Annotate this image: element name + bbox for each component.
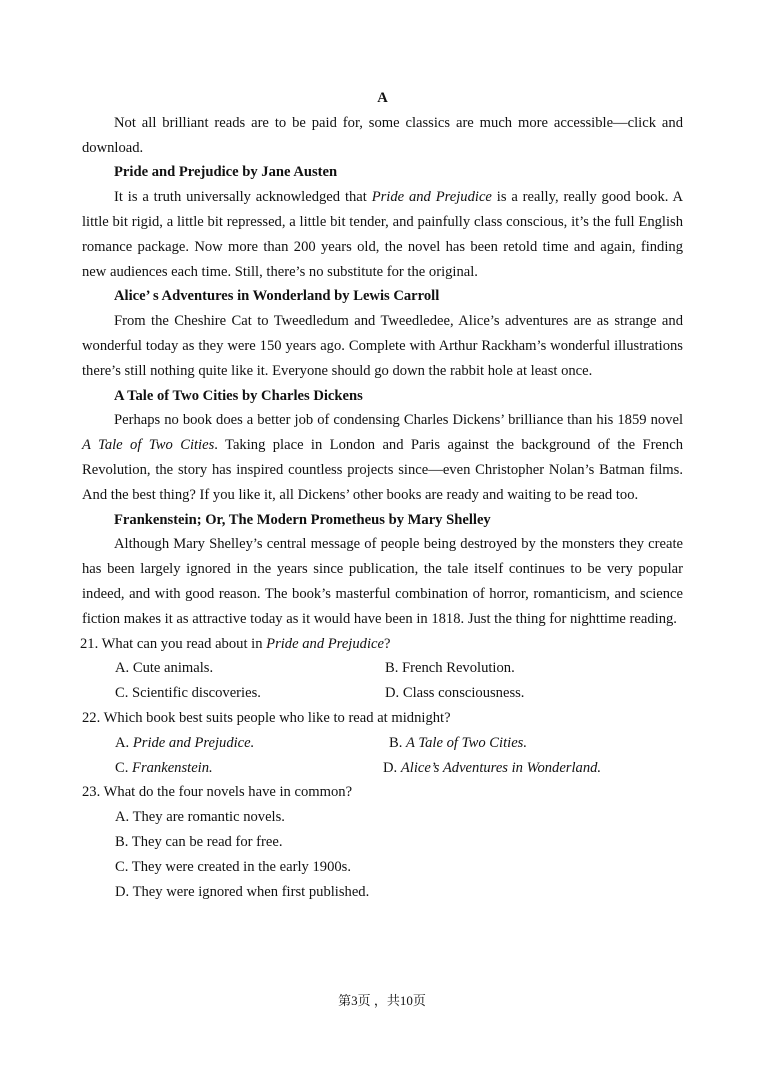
book-description	[82, 309, 683, 383]
text: ?	[383, 635, 391, 652]
option-b: B. A Tale of Two Cities.	[389, 734, 527, 751]
book-name: Pride and Prejudice	[266, 635, 384, 652]
document-page	[82, 86, 683, 904]
question-stem	[80, 632, 683, 657]
section-heading: A	[377, 90, 388, 106]
option-d: D. They were ignored when first published.	[115, 883, 370, 900]
book-title: A Tale of Two Cities by Charles Dickens	[114, 387, 363, 404]
book-description	[82, 532, 683, 631]
text: Perhaps no book does a better job of condensing Charles Dickens’ brilliance than his 1859 novel	[114, 412, 683, 429]
text: It is a truth universally acknowledged that	[114, 189, 372, 206]
text: From the Cheshire Cat to Tweedledum and Tweedledee, Alice’s adventures are as strange and wonderful today as they were 150 years ago. Complete with Arthur Rackham’s wonderful illustrations there’s still nothing quite like it. Everyone should go down the rabbit hole at least once.	[82, 313, 683, 379]
book-title: Alice’ s Adventures in Wonderland by Lewis Carroll	[114, 288, 440, 305]
question-21	[82, 632, 683, 706]
option-c: C. Frankenstein.	[115, 759, 213, 776]
option-c: C. They were created in the early 1900s.	[115, 858, 351, 875]
book-description	[82, 185, 683, 284]
option-d: D. Alice’s Adventures in Wonderland.	[383, 759, 602, 776]
text: . Taking place in London and Paris against the background of the French Revolution, the story has inspired countless projects since—even Christopher Nolan’s Batman films. And the best thing? If you like it, all Dickens’ other books are ready and waiting to be read too.	[82, 437, 683, 503]
option-d: D. Class consciousness.	[385, 685, 525, 702]
text: is a really, really good book. A little bit rigid, a little bit repressed, a little bit tender, and painfully class conscious, it’s the full English romance package. Now more than 200 years old, the novel has been retold time and again, finding new audiences each time. Still, there’s no substitute for the original.	[82, 189, 683, 280]
option-a: A. Cute animals.	[115, 660, 214, 677]
book-name: Pride and Prejudice	[371, 189, 492, 206]
text: 21. What can you read about in	[80, 635, 267, 652]
option-c: C. Scientific discoveries.	[115, 685, 261, 702]
book-title: Frankenstein; Or, The Modern Prometheus by Mary Shelley	[114, 511, 491, 528]
page-number-footer: 第3页 ，共10页	[338, 993, 426, 1008]
book-title: Pride and Prejudice by Jane Austen	[114, 164, 338, 181]
book-name: A Tale of Two Cities	[82, 437, 215, 454]
question-stem: 23. What do the four novels have in common?	[82, 784, 353, 801]
option-b: B. French Revolution.	[385, 660, 515, 677]
book-description	[82, 408, 683, 507]
intro-paragraph: Not all brilliant reads are to be paid for, some classics are much more accessible—click and download.	[82, 114, 683, 156]
option-a: A. Pride and Prejudice.	[115, 734, 255, 751]
question-stem: 22. Which book best suits people who like to read at midnight?	[82, 709, 451, 726]
option-b: B. They can be read for free.	[115, 833, 283, 850]
question-23	[82, 780, 683, 904]
question-22	[82, 706, 683, 780]
text: Although Mary Shelley’s central message of people being destroyed by the monsters they create has been largely ignored in the years since publication, the tale itself continues to be very popular indeed, and with good reason. The book’s masterful combination of horror, romanticism, and science fiction makes it as attractive today as it would have been in 1818. Just the thing for nighttime reading.	[82, 536, 683, 627]
option-a: A. They are romantic novels.	[115, 809, 285, 826]
